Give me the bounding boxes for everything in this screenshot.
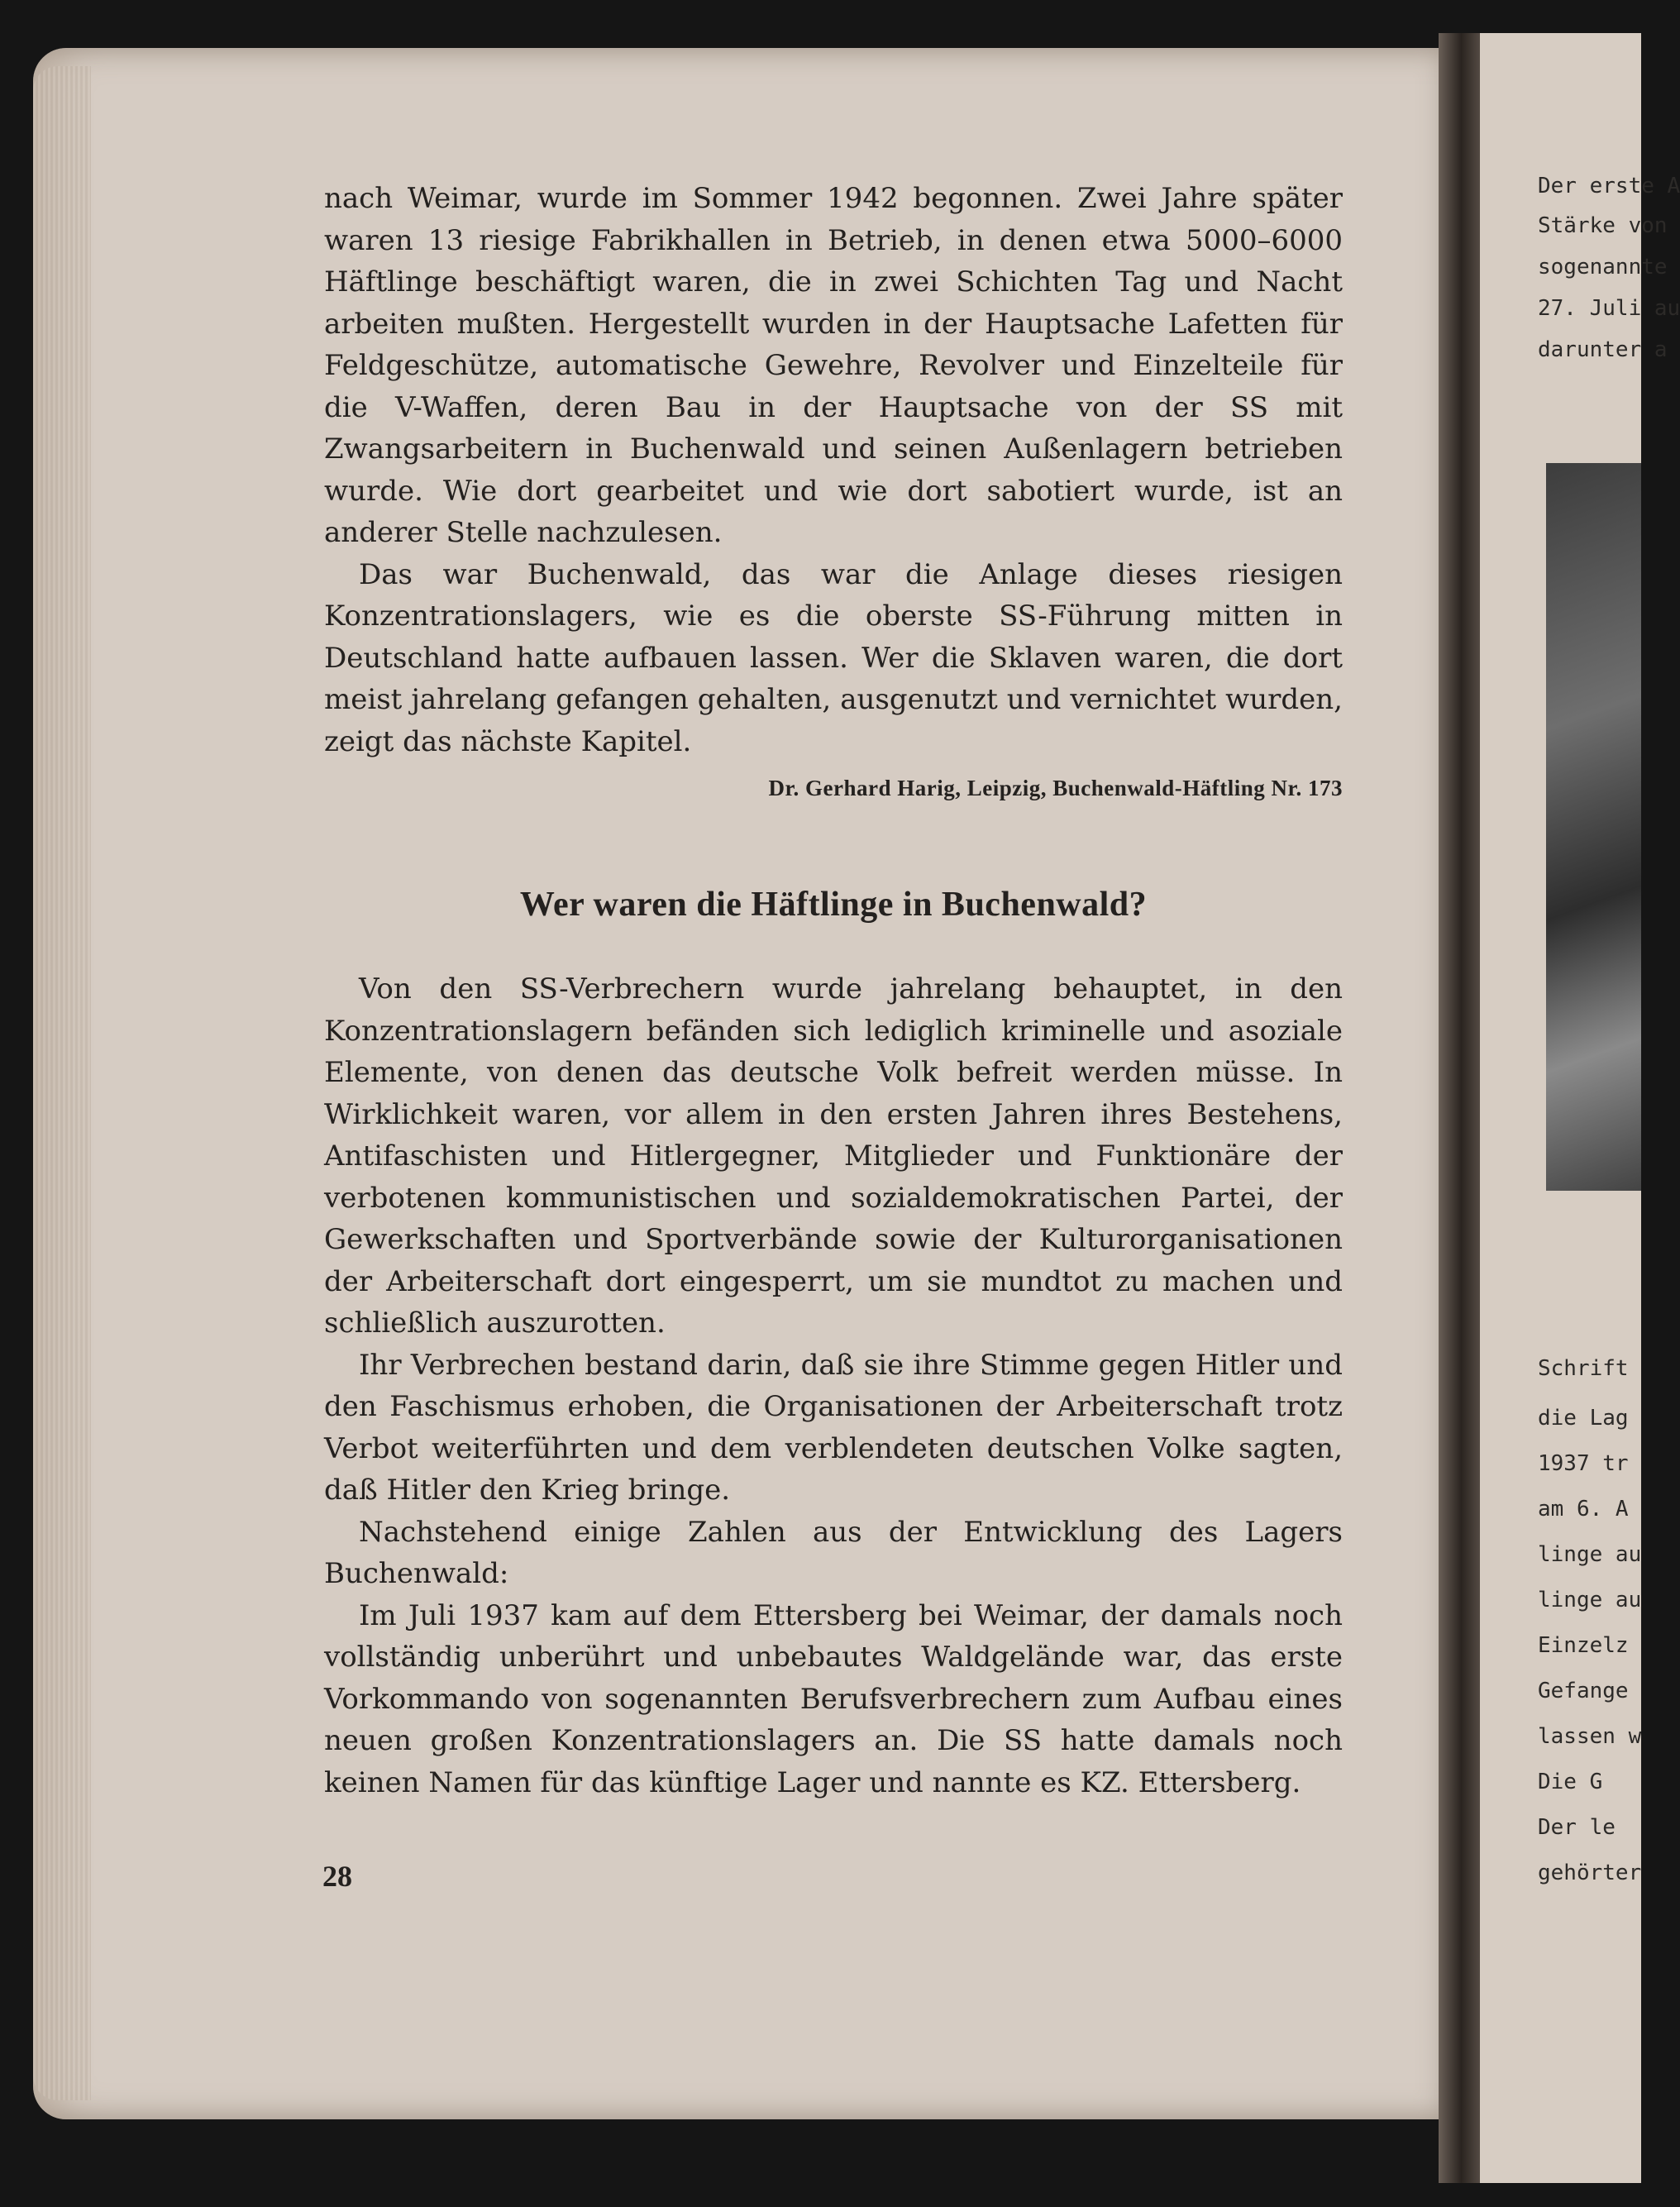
right-page bbox=[1480, 33, 1680, 2183]
book-gutter bbox=[1439, 33, 1484, 2183]
right-line: Die G bbox=[1538, 1770, 1603, 1794]
body-paragraph: Nachstehend einige Zahlen aus der Entwicklung des Lagers Buchenwald: bbox=[324, 1515, 1343, 1590]
section-heading: Wer waren die Häftlinge in Buchenwald? bbox=[519, 885, 1148, 924]
right-line: Schrift bbox=[1538, 1356, 1629, 1381]
body-paragraph: Ihr Verbrechen bestand darin, daß sie ihre Stimme gegen Hitler und den Faschismus erhoben, die Organisationen der Arbeiterschaft trotz Verbot weiterführten und dem verblendeten deutschen Volke sagten, daß Hitler den Krieg bringe. bbox=[324, 1348, 1343, 1507]
right-page-photo bbox=[1546, 463, 1641, 1191]
right-line: Gefange bbox=[1538, 1679, 1629, 1703]
right-line: linge au bbox=[1538, 1588, 1642, 1612]
author-attribution: Dr. Gerhard Harig, Leipzig, Buchenwald-Häftling Nr. 173 bbox=[768, 776, 1343, 800]
right-line: 1937 tr bbox=[1538, 1451, 1629, 1476]
page-number: 28 bbox=[322, 1860, 352, 1893]
body-paragraph: Im Juli 1937 kam auf dem Ettersberg bei Weimar, der damals noch vollständig unberührt und unbebautes Waldgelände war, das erste Vorkommando von sogenannten Berufsverbrechern zum Aufbau eines neuen großen Konzentrationslagers an. Die SS hatte damals noch keinen Namen für das künftige Lager und nannte es KZ. Ettersberg. bbox=[324, 1598, 1343, 1799]
right-line: Der erste A bbox=[1538, 174, 1680, 198]
body-paragraph: Von den SS-Verbrechern wurde jahrelang behauptet, in den Konzentrationslagern befänden sich lediglich kriminelle und asoziale Elemente, von denen das deutsche Volk befreit werden müsse. In Wirklichkeit waren, vor allem in den ersten Jahren ihres Bestehens, Antifaschisten und Hitlergegner, Mitglieder und Funktionäre der verbotenen kommunistischen und sozialdemokratischen Partei, der Gewerkschaften und Sportverbände sowie der Kulturorganisationen der Arbeiterschaft dort eingesperrt, um sie mundtot zu machen und schließlich auszurotten. bbox=[324, 972, 1343, 1340]
right-line: am 6. A bbox=[1538, 1497, 1629, 1521]
right-line: sogenannte bbox=[1538, 255, 1668, 279]
right-line: Stärke von bbox=[1538, 213, 1668, 238]
right-line: darunter a bbox=[1538, 337, 1668, 362]
right-line: gehörter bbox=[1538, 1861, 1642, 1885]
right-line: lassen w bbox=[1538, 1724, 1642, 1749]
main-text-column bbox=[324, 178, 1343, 1803]
body-paragraph: nach Weimar, wurde im Sommer 1942 begonnen. Zwei Jahre später waren 13 riesige Fabrikhallen in Betrieb, in denen etwa 5000–6000 Häftlinge beschäftigt waren, die in zwei Schichten Tag und Nacht arbeiten mußten. Hergestellt wurden in der Hauptsache Lafetten für Feldgeschütze, automatische Gewehre, Revolver und Einzelteile für die V-Waffen, deren Bau in der Hauptsache von der SS mit Zwangsarbeitern in Buchenwald und seinen Außenlagern betrieben wurde. Wie dort gearbeitet und wie dort sabotiert wurde, ist an anderer Stelle nachzulesen. bbox=[324, 182, 1343, 549]
right-line: Einzelz bbox=[1538, 1633, 1629, 1658]
right-line: linge au bbox=[1538, 1542, 1642, 1567]
right-line: Der le bbox=[1538, 1815, 1616, 1840]
page-edge bbox=[33, 66, 91, 2100]
right-line: die Lag bbox=[1538, 1406, 1629, 1431]
body-paragraph: Das war Buchenwald, das war die Anlage dieses riesigen Konzentrationslagers, wie es die oberste SS-Führung mitten in Deutschland hatte aufbauen lassen. Wer die Sklaven waren, die dort meist jahrelang gefangen gehalten, ausgenutzt und vernichtet wurden, zeigt das nächste Kapitel. bbox=[324, 557, 1343, 758]
right-line: 27. Juli au bbox=[1538, 296, 1680, 321]
